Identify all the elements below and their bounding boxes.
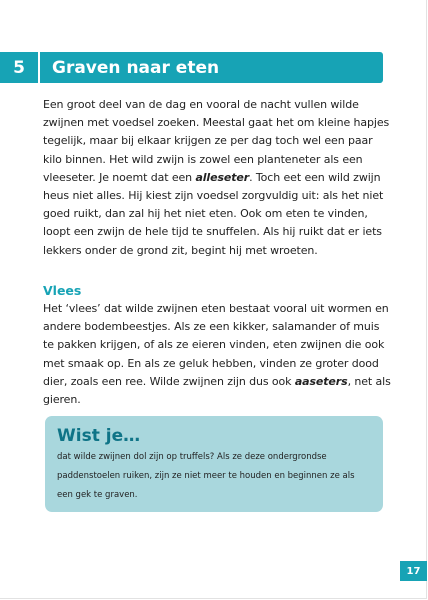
- meat-paragraph: [43, 300, 391, 409]
- fact-box-text: dat wilde zwijnen dol zijn op truffels? Als ze deze ondergrondse paddenstoelen ruiken, zijn ze niet meer te houden en beginnen ze als een gek te graven.: [57, 452, 355, 500]
- intro-text-part1: Een groot deel van de dag en vooral de nacht vullen wilde zwijnen met voedsel zoeken. Meestal gaat het om kleine hapjes tegelijk, maar bij elkaar krijgen ze per dag toch wel een paar kilo binnen. Het wild zwijn is zowel een planteneter als een vleeseter. Je noemt dat een: [43, 98, 390, 184]
- section-heading-vlees: Vlees: [43, 283, 82, 298]
- intro-paragraph: [43, 96, 391, 260]
- meat-text-part1: Het ‘vlees’ dat wilde zwijnen eten bestaat vooral uit wormen en andere bodembeestjes. Als ze een kikker, salamander of muis te pakken krijgen, of als ze eieren vinden, eten zwijnen die ook met smaak op. En als ze geluk hebben, vinden ze groter dood dier, zoals een ree. Wilde zwijnen zijn dus ook: [43, 302, 389, 388]
- fact-box: [45, 416, 383, 512]
- fact-box-title: Wist je…: [57, 426, 141, 446]
- page-number: 17: [400, 561, 427, 581]
- chapter-header: [0, 52, 383, 83]
- meat-text-part2: , net als gieren.: [43, 374, 391, 407]
- chapter-divider: [38, 52, 40, 83]
- chapter-number: 5: [13, 57, 25, 78]
- intro-text-part2: . Toch eet een wild zwijn heus niet alles. Hij kiest zijn voedsel zorgvuldig uit: als het niet goed ruikt, dan zal hij het niet eten. Ook om eten te vinden, loopt een zwijn de hele tijd te snuffelen. Als hij ruikt dat er iets lekkers onder de grond zit, begint hij met wroeten.: [43, 170, 384, 257]
- term-alleseter: alleseter: [195, 170, 250, 184]
- term-aaseters: aaseters: [294, 374, 348, 388]
- chapter-title: Graven naar eten: [52, 57, 220, 78]
